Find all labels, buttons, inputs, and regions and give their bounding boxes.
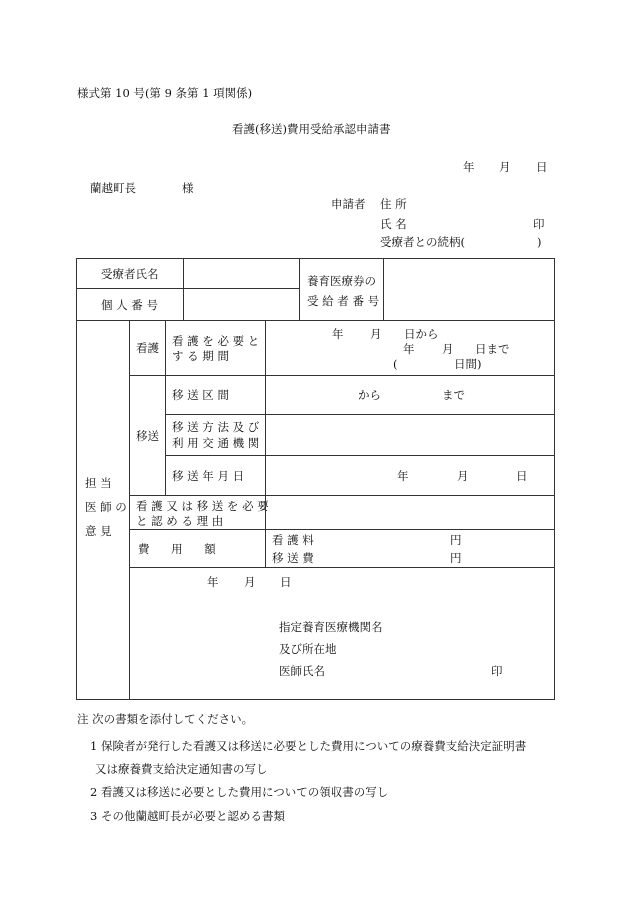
nursing-label-cell: 看護 bbox=[129, 320, 166, 376]
cost-field[interactable]: 看 護 料 円 移 送 費 円 bbox=[265, 529, 555, 568]
transport-date-field[interactable]: 年 月 日 bbox=[265, 455, 555, 496]
addressee-name: 蘭越町長 bbox=[90, 181, 136, 195]
page-title: 看護(移送)費用受給承認申請書 bbox=[232, 122, 391, 136]
applicant-seal: 印 bbox=[533, 217, 545, 231]
transport-label-cell: 移送 bbox=[129, 375, 166, 496]
note-item: 3 その他蘭越町長が必要と認める書類 bbox=[90, 809, 285, 823]
personal-number-label-cell: 個 人 番 号 bbox=[76, 288, 184, 321]
transport-method-label-cell: 移 送 方 法 及 び 利 用 交 通 機 関 bbox=[165, 414, 266, 456]
certificate-number-field[interactable] bbox=[383, 258, 555, 321]
reason-label-cell: 看 護 又 は 移 送 を 必 要 と 認 め る 理 由 bbox=[129, 495, 266, 530]
reason-field[interactable] bbox=[265, 495, 555, 530]
transport-date-label-cell: 移 送 年 月 日 bbox=[165, 455, 266, 496]
patient-name-label-cell: 受療者氏名 bbox=[76, 258, 184, 289]
form-number: 様式第 10 号(第 9 条第 1 項関係) bbox=[77, 86, 253, 100]
certificate-label-cell: 養育医療券の 受 給 者 番 号 bbox=[299, 258, 384, 321]
nursing-period-field[interactable]: 年 月 日から 年 月 日まで ( 日間) bbox=[265, 320, 555, 376]
date-month: 月 bbox=[499, 160, 511, 174]
addressee-honorific: 様 bbox=[182, 181, 194, 195]
doctor-signature-cell[interactable]: 年 月 日 指定養育医療機関名 及び所在地 医師氏名 印 bbox=[129, 567, 555, 700]
cost-label-cell: 費 用 額 bbox=[129, 529, 266, 568]
note-item: 1 保険者が発行した看護又は移送に必要とした費用についての療養費支給決定証明書 bbox=[90, 739, 527, 753]
applicant-relation-label: 受療者との続柄( bbox=[380, 235, 465, 249]
transport-section-field[interactable]: から まで bbox=[265, 375, 555, 415]
doctor-opinion-label-cell: 担 当 医 師 の 意 見 bbox=[76, 320, 130, 700]
personal-number-field[interactable] bbox=[183, 288, 300, 321]
date-day: 日 bbox=[536, 160, 548, 174]
transport-section-label-cell: 移 送 区 間 bbox=[165, 375, 266, 415]
notes-heading: 注 次の書類を添付してください。 bbox=[77, 712, 254, 726]
transport-method-field[interactable] bbox=[265, 414, 555, 456]
applicant-label: 申請者 bbox=[331, 197, 366, 211]
applicant-relation-close: ) bbox=[537, 235, 542, 249]
nursing-period-label-cell: 看 護 を 必 要 と す る 期 間 bbox=[165, 320, 266, 376]
patient-name-field[interactable] bbox=[183, 258, 300, 289]
note-item: 又は療養費支給決定通知書の写し bbox=[95, 762, 268, 776]
applicant-name-label: 氏 名 bbox=[380, 217, 407, 231]
note-item: 2 看護又は移送に必要とした費用についての領収書の写し bbox=[90, 785, 389, 799]
date-year: 年 bbox=[463, 160, 475, 174]
applicant-address-label: 住 所 bbox=[380, 197, 407, 211]
